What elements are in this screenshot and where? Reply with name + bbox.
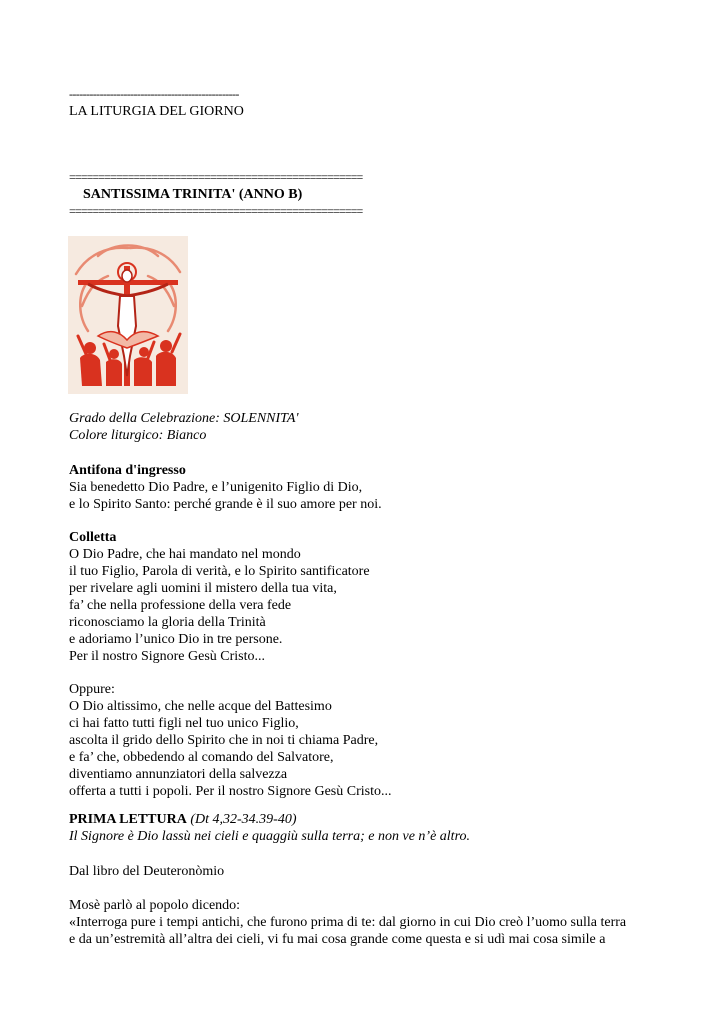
oppure-line: e fa’ che, obbedendo al comando del Salvatore, [69, 750, 334, 765]
antifona-section [69, 462, 382, 513]
antifona-line: e lo Spirito Santo: perché grande è il suo amore per noi. [69, 497, 382, 512]
separator-equals-top: ================================================== [69, 170, 363, 184]
prima-lettura-section [69, 811, 470, 845]
oppure-line: O Dio altissimo, che nelle acque del Battesimo [69, 699, 332, 714]
trinity-illustration [68, 236, 188, 394]
colletta-line: per rivelare agli uomini il mistero della tua vita, [69, 581, 337, 596]
oppure-line: offerta a tutti i popoli. Per il nostro Signore Gesù Cristo... [69, 784, 392, 799]
colletta-line: il tuo Figlio, Parola di verità, e lo Spirito santificatore [69, 564, 370, 579]
colletta-line: e adoriamo l’unico Dio in tre persone. [69, 632, 283, 647]
oppure-line: diventiamo annunziatori della salvezza [69, 767, 288, 782]
feast-title: SANTISSIMA TRINITA' (ANNO B) [83, 187, 303, 202]
colletta-section [69, 529, 370, 665]
oppure-section [69, 681, 392, 800]
celebration-grade: Grado della Celebrazione: SOLENNITA' [69, 411, 299, 426]
prima-lettura-source-block [69, 863, 224, 880]
colletta-line: riconosciamo la gloria della Trinità [69, 615, 266, 630]
prima-lettura-source: Dal libro del Deuteronòmio [69, 864, 225, 879]
oppure-line: ascolta il grido dello Spirito che in noi ti chiama Padre, [69, 733, 379, 748]
celebration-info [69, 410, 298, 444]
prima-lettura-line: Mosè parlò al popolo dicendo: [69, 898, 241, 913]
separator-equals-bottom: ================================================== [69, 204, 363, 218]
oppure-line: ci hai fatto tutti figli nel tuo unico Figlio, [69, 716, 299, 731]
prima-lettura-subtitle: Il Signore è Dio lassù nei cieli e quaggiù sulla terra; e non ve n’è altro. [69, 829, 471, 844]
colletta-line: O Dio Padre, che hai mandato nel mondo [69, 547, 301, 562]
prima-lettura-line: e da un’estremità all’altra dei cieli, vi fu mai cosa grande come questa e si udì mai cosa simile a [69, 932, 606, 947]
prima-lettura-text [69, 897, 626, 948]
antifona-line: Sia benedetto Dio Padre, e l’unigenito Figlio di Dio, [69, 480, 363, 495]
colletta-heading: Colletta [69, 530, 117, 545]
prima-lettura-reference: (Dt 4,32-34.39-40) [190, 812, 297, 827]
trinity-crucifix-illustration-icon [68, 236, 188, 394]
prima-lettura-line: «Interroga pure i tempi antichi, che furono prima di te: dal giorno in cui Dio creò l’uomo sulla terra [69, 915, 627, 930]
colletta-line: Per il nostro Signore Gesù Cristo... [69, 649, 265, 664]
oppure-line: Oppure: [69, 682, 115, 697]
celebration-color: Colore liturgico: Bianco [69, 428, 207, 443]
prima-lettura-heading: PRIMA LETTURA [69, 812, 187, 827]
colletta-line: fa’ che nella professione della vera fede [69, 598, 292, 613]
antifona-heading: Antifona d'ingresso [69, 463, 186, 478]
separator-dashes: -------------------------------------------------- [69, 87, 239, 101]
prima-lettura-heading-row [69, 811, 470, 828]
page-title: LA LITURGIA DEL GIORNO [69, 104, 244, 119]
